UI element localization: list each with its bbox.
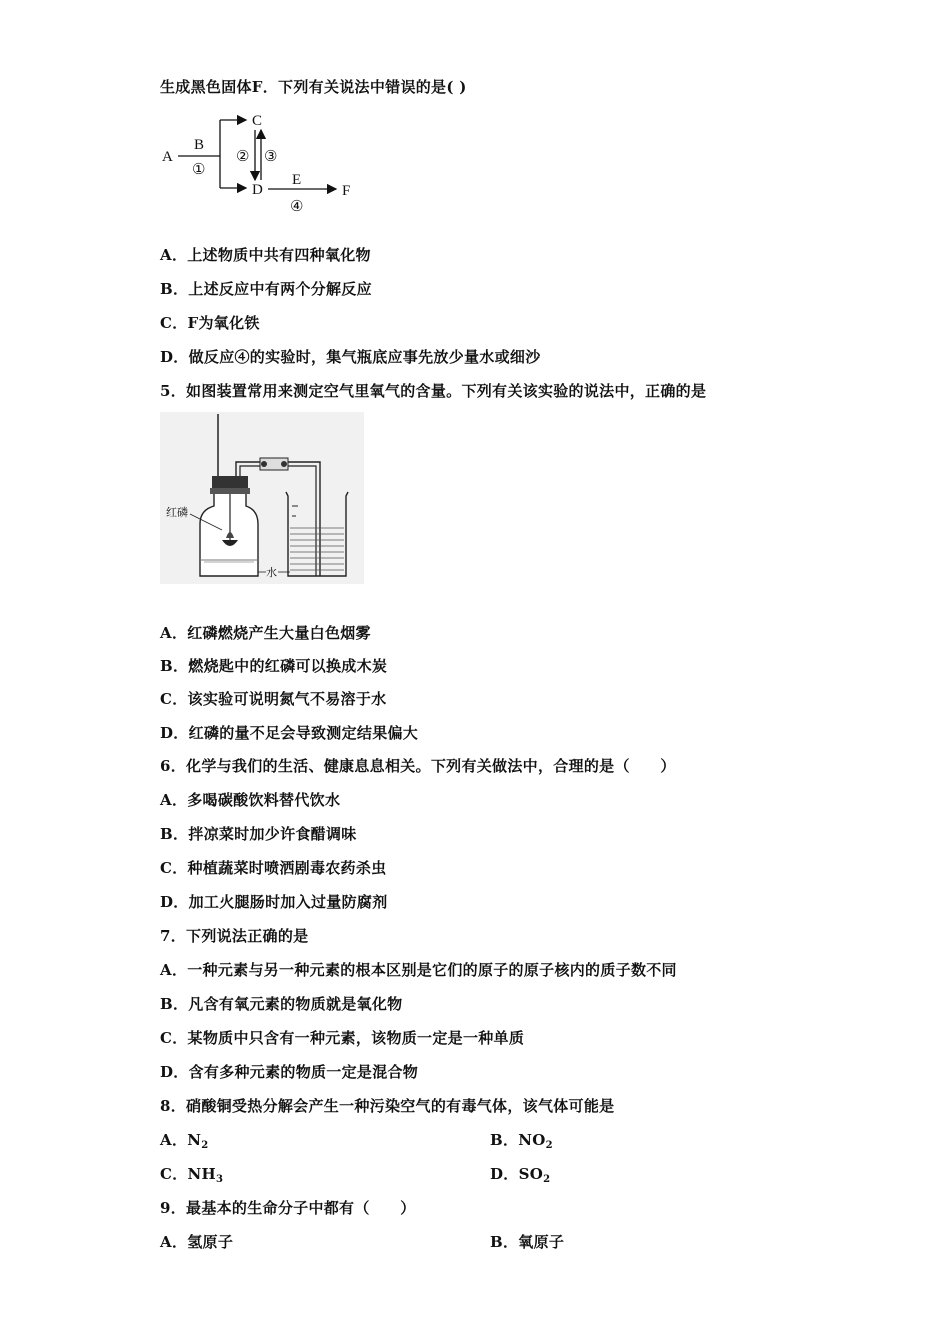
q6-option-b: B．拌凉菜时加少许食醋调味	[160, 825, 357, 843]
q6-option-a: A．多喝碳酸饮料替代饮水	[160, 791, 341, 809]
q7-option-a: A．一种元素与另一种元素的根本区别是它们的原子的原子核内的质子数不同	[160, 961, 677, 979]
step-2: ②	[236, 149, 250, 165]
node-f: F	[342, 183, 351, 199]
q9-option-b: B．氧原子	[490, 1233, 565, 1251]
q7-option-c: C．某物质中只含有一种元素，该物质一定是一种单质	[160, 1029, 525, 1047]
q6-option-d: D．加工火腿肠时加入过量防腐剂	[160, 893, 388, 911]
step-4: ④	[290, 199, 304, 215]
step-3: ③	[264, 149, 278, 165]
q9-stem: 9．最基本的生命分子中都有（ ）	[160, 1199, 416, 1217]
node-e: E	[292, 172, 302, 188]
q4-option-b: B．上述反应中有两个分解反应	[160, 280, 372, 298]
q5-apparatus-figure	[160, 412, 364, 584]
node-d: D	[252, 182, 263, 198]
q5-option-a: A．红磷燃烧产生大量白色烟雾	[160, 624, 371, 642]
label-water: 水	[266, 566, 277, 579]
q8-option-b: B．$NO_2$	[490, 1131, 553, 1151]
q8-option-a: A．$N_2$	[160, 1131, 209, 1151]
q7-stem: 7．下列说法正确的是	[160, 927, 309, 945]
q8-option-c: C．$NH_3$	[160, 1165, 224, 1185]
q4-option-d: D．做反应④的实验时，集气瓶底应事先放少量水或细沙	[160, 348, 541, 366]
node-c: C	[252, 113, 263, 129]
q8-stem: 8．硝酸铜受热分解会产生一种污染空气的有毒气体，该气体可能是	[160, 1097, 615, 1115]
node-b: B	[194, 137, 205, 153]
q5-option-d: D．红磷的量不足会导致测定结果偏大	[160, 724, 419, 742]
q6-option-c: C．种植蔬菜时喷洒剧毒农药杀虫	[160, 859, 387, 877]
q7-option-b: B．凡含有氧元素的物质就是氧化物	[160, 995, 403, 1013]
q5-option-b: B．燃烧匙中的红磷可以换成木炭	[160, 657, 388, 675]
q4-stem: 生成黑色固体F．下列有关说法中错误的是( )	[160, 78, 467, 96]
q5-option-c: C．该实验可说明氮气不易溶于水	[160, 690, 387, 708]
q7-option-d: D．含有多种元素的物质一定是混合物	[160, 1063, 419, 1081]
node-a: A	[162, 149, 173, 165]
q4-reaction-diagram	[158, 108, 368, 220]
label-phosphorus: 红磷	[166, 506, 188, 519]
q4-option-c: C．F为氧化铁	[160, 314, 260, 332]
q8-option-d: D．$SO_2$	[490, 1165, 551, 1185]
q5-stem: 5．如图装置常用来测定空气里氧气的含量。下列有关该实验的说法中，正确的是	[160, 382, 707, 400]
step-1: ①	[192, 162, 206, 178]
q4-option-a: A．上述物质中共有四种氧化物	[160, 246, 371, 264]
q9-option-a: A．氢原子	[160, 1233, 234, 1251]
q6-stem: 6．化学与我们的生活、健康息息相关。下列有关做法中，合理的是（ ）	[160, 757, 676, 775]
